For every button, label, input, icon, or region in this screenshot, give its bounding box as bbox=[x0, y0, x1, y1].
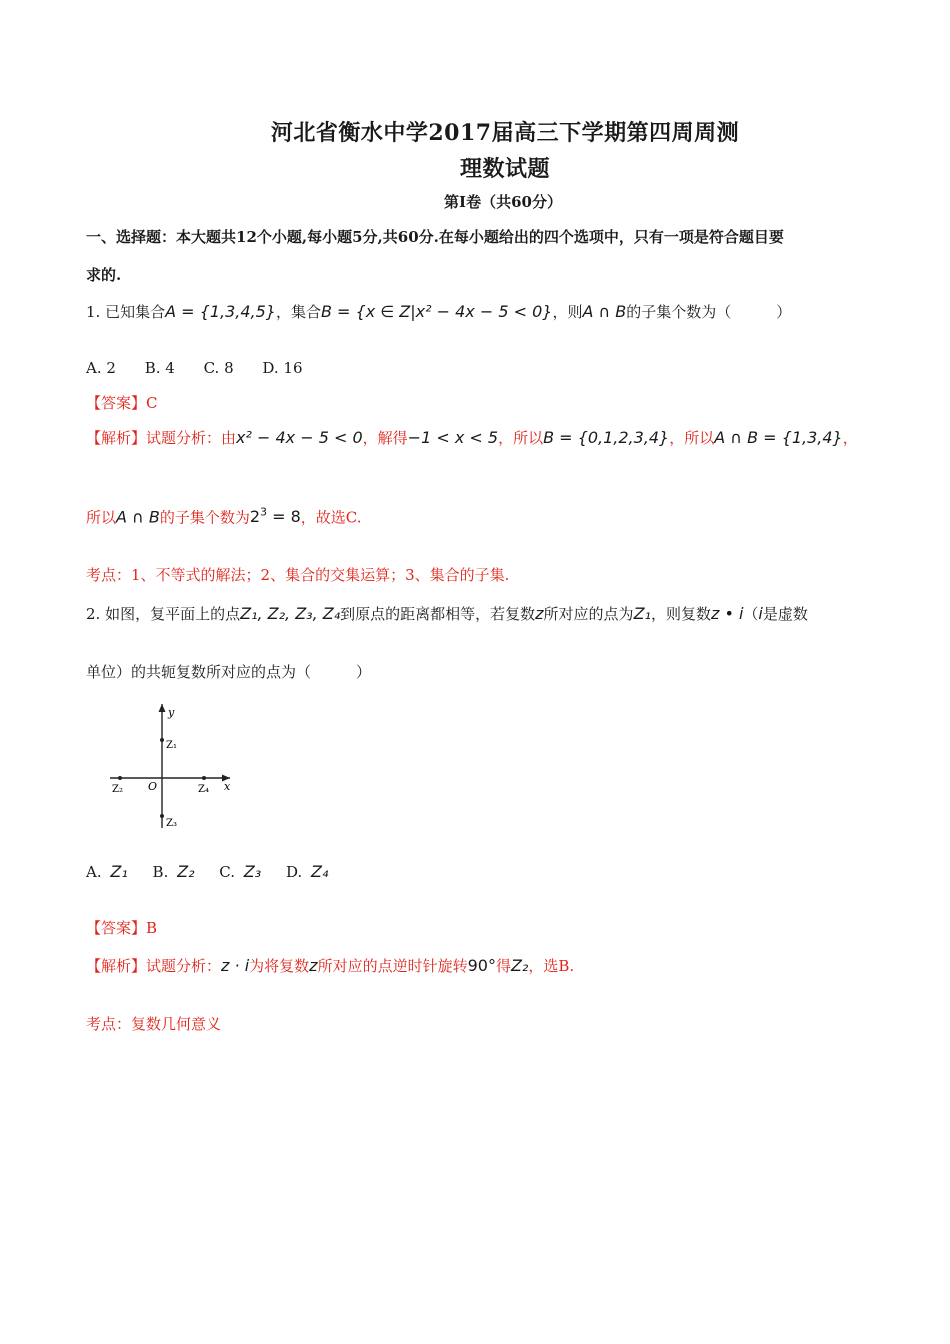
x-axis-label: x bbox=[224, 780, 231, 793]
q2-analysis-label: 【解析】 bbox=[86, 957, 147, 975]
q1-analysis-label: 【解析】 bbox=[86, 429, 147, 447]
complex-plane-figure bbox=[106, 700, 236, 830]
q2-number: 2. bbox=[86, 605, 101, 623]
q1-knowledge-point: 考点：1、不等式的解法；2、集合的交集运算；3、集合的子集. bbox=[86, 566, 510, 584]
section-heading-cont: 求的. bbox=[86, 266, 122, 284]
q1-text-b: ，集合 bbox=[275, 303, 321, 321]
q2-analysis: 【解析】试题分析：z · i为将复数z所对应的点逆时针旋转90°得Z₂，选B. bbox=[86, 956, 575, 975]
q1-text-d: 的子集个数为（ ） bbox=[626, 303, 792, 321]
q1-analysis: 【解析】试题分析：由x² − 4x − 5 < 0，解得−1 < x < 5，所以B = {0,1,2,3,4}，所以A ∩ B = {1,3,4}， bbox=[86, 428, 858, 447]
q1-option-c: C. 8 bbox=[203, 359, 234, 377]
point-z4 bbox=[202, 776, 206, 780]
z4-label: Z₄ bbox=[198, 784, 209, 795]
q1-option-b: B. 4 bbox=[144, 359, 175, 377]
doc-subtitle: 理数试题 bbox=[459, 156, 550, 182]
q1-options bbox=[86, 359, 303, 377]
q2-answer: 【答案】B bbox=[86, 919, 158, 937]
q1-math-b: B = {x ∈ Z|x² − 4x − 5 < 0} bbox=[320, 302, 553, 321]
q1-math-c: A ∩ B bbox=[582, 302, 627, 321]
q1-analysis-cont: 所以A ∩ B的子集个数为$2^3 = 8$，故选C. bbox=[86, 506, 362, 527]
point-z3 bbox=[160, 814, 164, 818]
q1-number: 1. bbox=[86, 303, 101, 321]
z3-label: Z₃ bbox=[166, 818, 177, 829]
q2-option-b-letter: B. bbox=[152, 863, 169, 881]
question-1 bbox=[86, 301, 791, 322]
q1-text-c: ，则 bbox=[552, 303, 583, 321]
q2-option-d-letter: D. bbox=[285, 863, 303, 881]
q1-text-a: 已知集合 bbox=[105, 303, 166, 321]
section-heading: 一、选择题：本大题共12个小题,每小题5分,共60分.在每小题给出的四个选项中，只有一项是符合题目要 bbox=[86, 228, 784, 246]
y-axis-label: y bbox=[168, 706, 175, 719]
q2-option-c-letter: C. bbox=[219, 863, 235, 881]
q2-option-a-value: Z₁ bbox=[110, 862, 128, 881]
q1-option-d: D. 16 bbox=[262, 359, 303, 377]
doc-title: 河北省衡水中学2017届高三下学期第四周周测 bbox=[270, 120, 740, 146]
question-2-cont: 单位）的共轭复数所对应的点为（ ） bbox=[86, 663, 372, 681]
point-z1 bbox=[160, 738, 164, 742]
q2-option-d-value: Z₄ bbox=[310, 862, 329, 881]
q1-answer: 【答案】C bbox=[86, 394, 158, 412]
y-axis-arrow-icon bbox=[159, 704, 166, 712]
q2-option-a-letter: A. bbox=[86, 863, 102, 881]
q2-knowledge-point: 考点：复数几何意义 bbox=[86, 1015, 222, 1033]
origin-label: O bbox=[148, 780, 158, 793]
volume-heading: 第Ⅰ卷（共60分） bbox=[444, 193, 562, 211]
q1-math-a: A = {1,3,4,5} bbox=[165, 302, 276, 321]
question-2: 2. 如图，复平面上的点Z₁, Z₂, Z₃, Z₄到原点的距离都相等，若复数z所对应的点为Z₁，则复数z • i（i是虚数 bbox=[86, 604, 808, 623]
q2-option-b-value: Z₂ bbox=[177, 862, 195, 881]
q2-option-c-value: Z₃ bbox=[243, 862, 262, 881]
q1-option-a: A. 2 bbox=[86, 359, 116, 377]
z1-label: Z₁ bbox=[166, 740, 177, 751]
z2-label: Z₂ bbox=[112, 784, 123, 795]
q2-options bbox=[86, 862, 328, 881]
point-z2 bbox=[118, 776, 122, 780]
